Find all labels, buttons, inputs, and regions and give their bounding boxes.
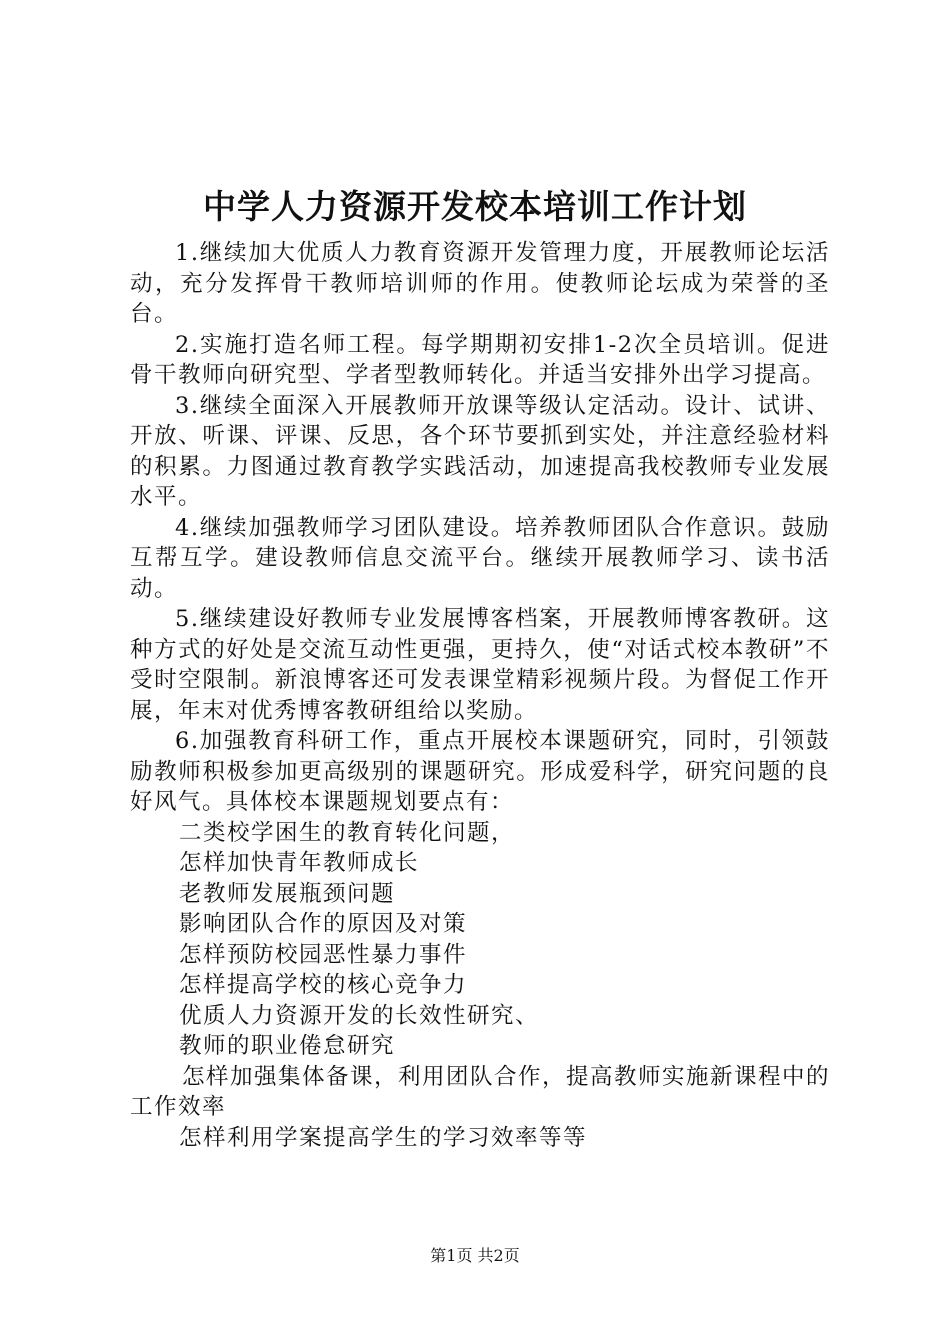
topic-item: 优质人力资源开发的长效性研究、: [179, 1002, 540, 1029]
document-body: [130, 238, 830, 1153]
document-title: 中学人力资源开发校本培训工作计划: [203, 187, 747, 226]
paragraph-6: 6.加强教育科研工作，重点开展校本课题研究，同时，引领鼓励教师积极参加更高级别的课题研究。形成爱科学，研究问题的良好风气。具体校本课题规划要点有：: [130, 728, 830, 815]
page-footer: 第1页 共2页: [430, 1246, 520, 1265]
topic-item: 老教师发展瓶颈问题: [179, 880, 396, 907]
topic-item: 二类校学困生的教育转化问题，: [179, 819, 516, 846]
topic-item: 怎样加快青年教师成长: [179, 850, 420, 876]
topic-item-long: 怎样加强集体备课，利用团队合作，提高教师实施新课程中的工作效率: [130, 1063, 831, 1120]
paragraph-2: 2.实施打造名师工程。每学期期初安排1-2次全员培训。促进骨干教师向研究型、学者型教师转化。并适当安排外出学习提高。: [130, 331, 830, 388]
paragraph-5: 5.继续建设好教师专业发展博客档案，开展教师博客教研。这种方式的好处是交流互动性更强，更持久，使“对话式校本教研”不受时空限制。新浪博客还可发表课堂精彩视频片段。为督促工作开展，年末对优秀博客教研组给以奖励。: [130, 606, 830, 724]
topic-item: 影响团队合作的原因及对策: [179, 911, 468, 937]
topic-item: 怎样预防校园恶性暴力事件: [179, 941, 468, 968]
paragraph-3: 3.继续全面深入开展教师开放课等级认定活动。设计、试讲、开放、听课、评课、反思，各个环节要抓到实处，并注意经验材料的积累。力图通过教育教学实践活动，加速提高我校教师专业发展水平。: [130, 392, 830, 510]
paragraph-4: 4.继续加强教师学习团队建设。培养教师团队合作意识。鼓励互帮互学。建设教师信息交流平台。继续开展教师学习、读书活动。: [130, 514, 830, 602]
topic-item-last: 怎样利用学案提高学生的学习效率等等: [179, 1124, 588, 1151]
topic-item: 教师的职业倦怠研究: [179, 1033, 396, 1059]
paragraph-1: 1.继续加大优质人力教育资源开发管理力度，开展教师论坛活动，充分发挥骨干教师培训师的作用。使教师论坛成为荣誉的圣台。: [130, 240, 830, 327]
topic-item: 怎样提高学校的核心竞争力: [179, 972, 468, 998]
